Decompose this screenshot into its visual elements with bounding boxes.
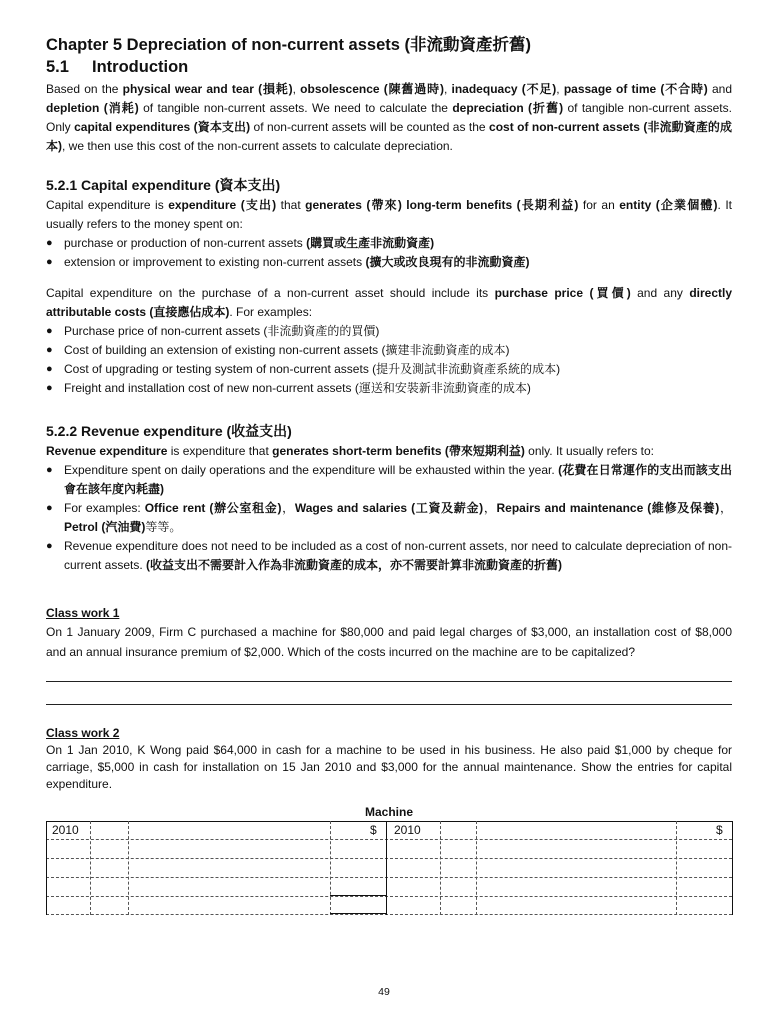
bullet-item [46, 341, 732, 360]
text-run: Cost of upgrading or testing system of non-current assets (提升及測試非流動資產系統的成本) [64, 362, 561, 376]
bold-term: (花費在日常運作的支出而該支出會在該年度內耗盡) [64, 463, 733, 496]
section-heading [46, 56, 732, 78]
bullet-item [46, 461, 732, 499]
text-run: Purchase price of non-current assets (非流動資產的的買價) [64, 324, 380, 338]
answer-line [46, 682, 732, 705]
text-run: Expenditure spent on daily operations and the expenditure will be exhausted within the year. [64, 463, 559, 477]
bullet-item [46, 379, 732, 398]
bullet-item [46, 322, 732, 341]
revex-definition [46, 442, 732, 461]
ledger-right-currency: $ [716, 823, 723, 837]
ledger-account-title: Machine [364, 805, 413, 819]
text-run: Capital expenditure on the purchase of a non-current asset should include its [46, 286, 495, 300]
text-run: of non-current assets will be counted as the [250, 120, 490, 134]
revex-list [46, 461, 732, 575]
bold-term: (收益支出不需要計入作為非流動資產的成本，亦不需要計算非流動資產的折舊) [146, 558, 563, 572]
text-run: extension or improvement to existing non-current assets [64, 255, 366, 269]
bold-term: directly attributable costs (直接應佔成本) [46, 286, 732, 319]
bold-term: purchase price (買價) [494, 286, 631, 300]
bold-term: (購買或生產非流動資產) [306, 236, 435, 250]
bold-term: physical wear and tear (損耗) [122, 82, 293, 96]
classwork2-text: On 1 Jan 2010, K Wong paid $64,000 in cash for a machine to be used in his business. He also paid $1,000 by cheque for carriage, $5,000 in cash for installation on 15 Jan 2010 and $3,000 for the annual maintenance. Show the entries for capital expenditure. [46, 743, 732, 791]
bold-term: inadequacy (不足) [451, 82, 557, 96]
text-run: only. It usually refers to: [524, 444, 654, 458]
capex-example-list [46, 322, 732, 398]
ledger-right-year: 2010 [394, 823, 421, 837]
text-run: and [707, 82, 733, 96]
bold-term: entity (企業個體) [619, 198, 718, 212]
text-run: is expenditure that [167, 444, 273, 458]
text-run: Freight and installation cost of new non-current assets (運送和安裝新非流動資產的成本) [64, 381, 531, 395]
text-run: for an [578, 198, 620, 212]
bold-term: generates (帶來) long-term benefits (長期利益) [305, 198, 579, 212]
text-run: ， [483, 501, 497, 515]
revex-heading: 5.2.2 Revenue expenditure (收益支出) [46, 423, 292, 439]
ledger-left-currency: $ [370, 823, 377, 837]
bold-term: depreciation (折舊) [452, 101, 564, 115]
bold-term: Repairs and maintenance (維修及保養) [496, 501, 720, 515]
bold-term: Office rent (辦公室租金) [144, 501, 282, 515]
text-run: ， [719, 501, 732, 515]
capex-list [46, 234, 732, 272]
text-run: that [276, 198, 306, 212]
text-run: Cost of building an extension of existing non-current assets (擴建非流動資產的成本) [64, 343, 510, 357]
section-number: 5.1 [46, 58, 69, 76]
bullet-item [46, 537, 732, 575]
bold-term: cost of non-current assets (非流動資產的成本) [46, 120, 733, 153]
text-run: . For examples: [229, 305, 313, 319]
capex-cost-paragraph [46, 284, 732, 322]
bold-term: capital expenditures (資本支出) [74, 120, 251, 134]
chapter-title: Chapter 5 Depreciation of non-current assets (非流動資產折舊) [46, 36, 531, 54]
page-number: 49 [378, 986, 390, 998]
bullet-item [46, 253, 732, 272]
text-run: Based on the [46, 82, 123, 96]
text-run: , [443, 82, 452, 96]
text-run: ， [281, 501, 295, 515]
text-run: of tangible non-current assets. Only [46, 101, 732, 134]
bold-term: (擴大或改良現有的非流動資產) [365, 255, 530, 269]
text-run: Capital expenditure is [46, 198, 169, 212]
capex-heading: 5.2.1 Capital expenditure (資本支出) [46, 177, 281, 193]
classwork2-title: Class work 2 [46, 726, 120, 740]
ledger-left-year: 2010 [52, 823, 79, 837]
text-run: 等等。 [145, 520, 182, 534]
text-run: and any [630, 286, 690, 300]
bold-term: depletion (消耗) [46, 101, 139, 115]
bullet-item [46, 234, 732, 253]
t-account-ledger [46, 821, 732, 915]
text-run: Revenue expenditure does not need to be included as a cost of non-current assets, nor need to calculate depreciation of non-current assets. [64, 539, 732, 572]
text-run: , [292, 82, 301, 96]
bullet-item [46, 499, 732, 537]
bullet-item [46, 360, 732, 379]
bold-term: passage of time (不合時) [563, 82, 708, 96]
document-page [46, 34, 732, 915]
text-run: . It usually refers to the money spent on: [46, 198, 732, 231]
text-run: purchase or production of non-current assets [64, 236, 307, 250]
classwork1-text: On 1 January 2009, Firm C purchased a machine for $80,000 and paid legal charges of $3,000, an installation cost of $8,000 and an annual insurance premium of $2,000. Which of the costs incurred on the machine are to be capitalized? [46, 625, 732, 659]
text-run: , we then use this cost of the non-current assets to calculate depreciation. [62, 139, 453, 153]
capex-definition [46, 196, 732, 234]
bold-term: Revenue expenditure [46, 444, 168, 458]
text-run: of tangible non-current assets. We need to calculate the [138, 101, 453, 115]
bold-term: generates short-term benefits (帶來短期利益) [272, 444, 525, 458]
bold-term: Petrol (汽油費) [64, 520, 146, 534]
section-title: Introduction [92, 58, 189, 76]
bold-term: obsolescence (陳舊過時) [300, 82, 444, 96]
text-run: , [556, 82, 564, 96]
answer-line [46, 662, 732, 682]
bold-term: expenditure (支出) [168, 198, 277, 212]
classwork1-title: Class work 1 [46, 606, 120, 620]
text-run: For examples: [64, 501, 145, 515]
bold-term: Wages and salaries (工資及薪金) [294, 501, 484, 515]
intro-paragraph [46, 80, 732, 156]
